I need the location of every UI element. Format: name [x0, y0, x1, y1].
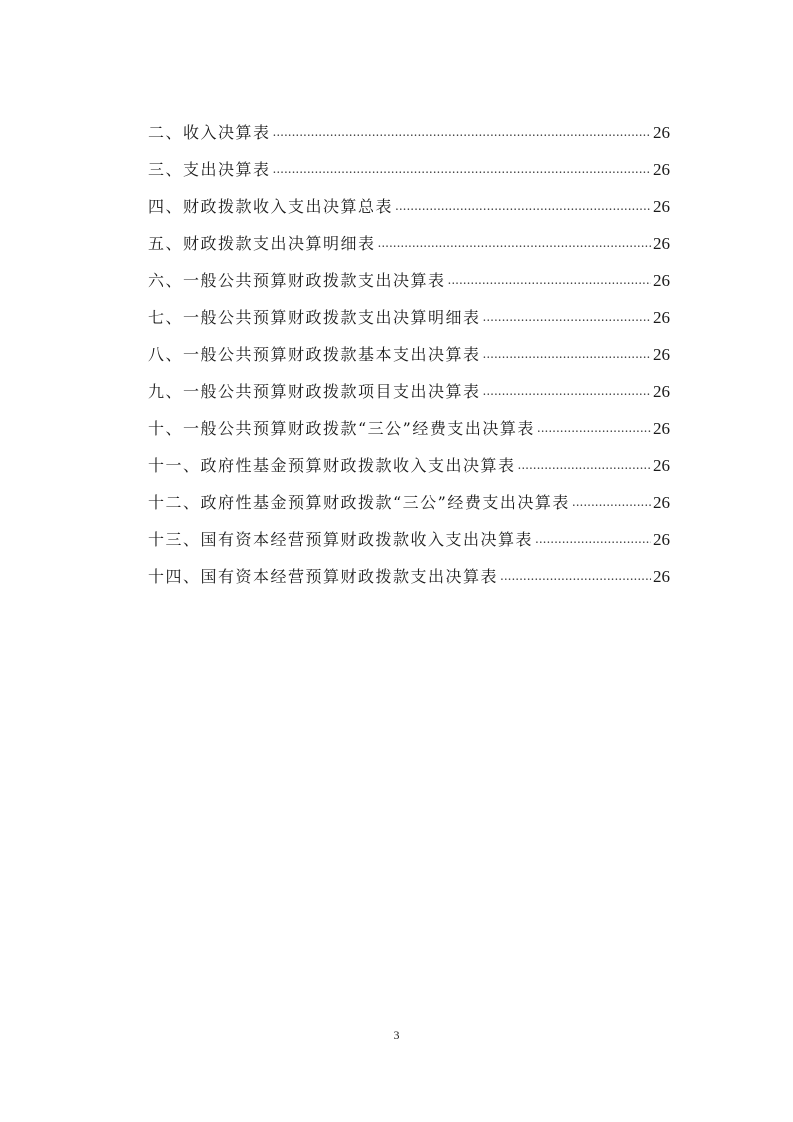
toc-entry[interactable] [148, 513, 670, 550]
toc-entry[interactable] [148, 217, 670, 254]
toc-dot-leader [483, 347, 651, 361]
toc-entry-title: 三、支出决算表 [148, 160, 271, 179]
toc-entry-title: 五、财政拨款支出决算明细表 [148, 234, 376, 253]
toc-dot-leader [535, 532, 651, 546]
toc-dot-leader [518, 458, 651, 472]
toc-dot-leader [273, 125, 651, 139]
toc-entry-page: 26 [653, 308, 670, 327]
toc-dot-leader [500, 569, 651, 583]
toc-entry[interactable] [148, 439, 670, 476]
toc-entry-page: 26 [653, 419, 670, 438]
toc-entry-page: 26 [653, 271, 670, 290]
toc-dot-leader [483, 310, 651, 324]
toc-entry-title: 八、一般公共预算财政拨款基本支出决算表 [148, 345, 481, 364]
toc-entry[interactable] [148, 106, 670, 143]
toc-entry-title: 四、财政拨款收入支出决算总表 [148, 197, 394, 216]
toc-entry[interactable] [148, 550, 670, 587]
toc-entry-page: 26 [653, 567, 670, 586]
toc-dot-leader [273, 162, 651, 176]
toc-dot-leader [483, 384, 651, 398]
toc-entry-page: 26 [653, 345, 670, 364]
toc-entry[interactable] [148, 328, 670, 365]
toc-entry-page: 26 [653, 493, 670, 512]
toc-entry-page: 26 [653, 160, 670, 179]
toc-entry-title: 十一、政府性基金预算财政拨款收入支出决算表 [148, 456, 516, 475]
page-number: 3 [393, 1028, 400, 1042]
toc-entry-title: 六、一般公共预算财政拨款支出决算表 [148, 271, 446, 290]
toc-entry-page: 26 [653, 530, 670, 549]
toc-entry[interactable] [148, 476, 670, 513]
toc-dot-leader [448, 273, 651, 287]
table-of-contents [148, 106, 670, 587]
toc-entry-title: 十二、政府性基金预算财政拨款“三公”经费支出决算表 [148, 493, 570, 512]
toc-entry[interactable] [148, 180, 670, 217]
toc-entry-title: 七、一般公共预算财政拨款支出决算明细表 [148, 308, 481, 327]
toc-entry[interactable] [148, 254, 670, 291]
toc-entry-title: 二、收入决算表 [148, 123, 271, 142]
toc-entry-page: 26 [653, 234, 670, 253]
toc-entry-title: 九、一般公共预算财政拨款项目支出决算表 [148, 382, 481, 401]
toc-dot-leader [537, 421, 651, 435]
toc-entry[interactable] [148, 365, 670, 402]
toc-entry-title: 十三、国有资本经营预算财政拨款收入支出决算表 [148, 530, 534, 549]
toc-dot-leader [572, 495, 651, 509]
toc-entry-page: 26 [653, 197, 670, 216]
toc-entry[interactable] [148, 402, 670, 439]
toc-dot-leader [395, 199, 651, 213]
toc-entry-title: 十、一般公共预算财政拨款“三公”经费支出决算表 [148, 419, 535, 438]
toc-entry-page: 26 [653, 123, 670, 142]
toc-entry-page: 26 [653, 382, 670, 401]
toc-dot-leader [378, 236, 651, 250]
toc-entry[interactable] [148, 291, 670, 328]
toc-entry[interactable] [148, 143, 670, 180]
toc-entry-page: 26 [653, 456, 670, 475]
toc-entry-title: 十四、国有资本经营预算财政拨款支出决算表 [148, 567, 499, 586]
